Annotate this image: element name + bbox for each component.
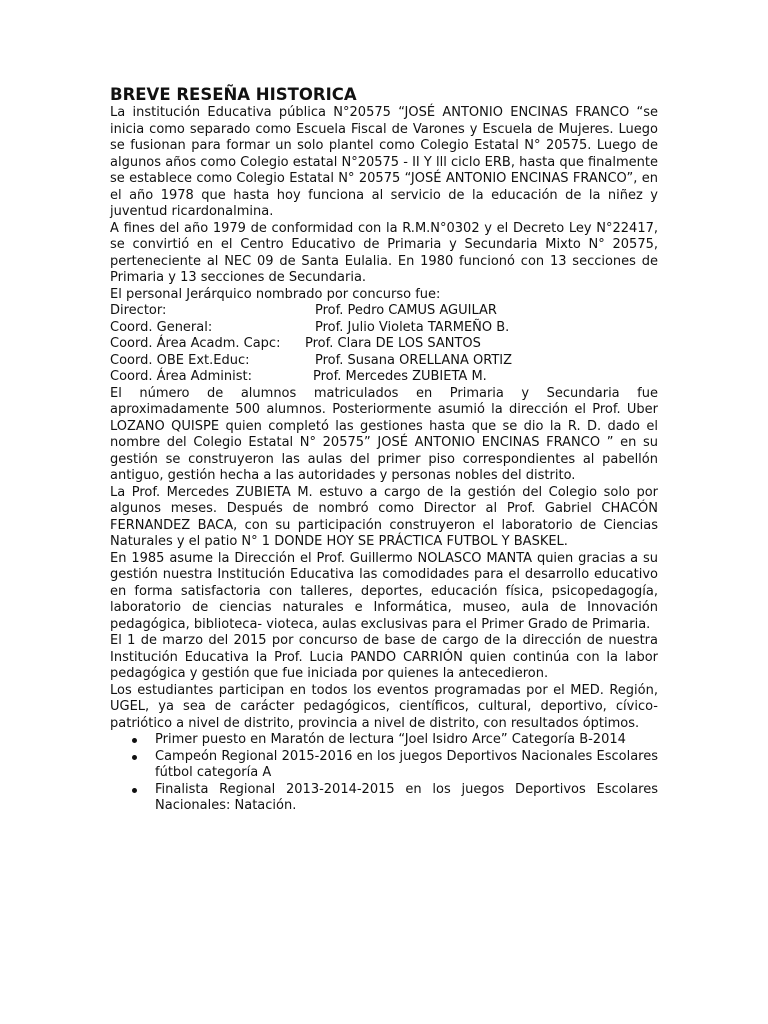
paragraph-1985: En 1985 asume la Dirección el Prof. Guillermo NOLASCO MANTA quien gracias a su gestión nuestra Institución Educativa las comodidades para el desarrollo educativo en forma satisfactoria con talleres, deportes, educación física, psicopedagogía, laboratorio de ciencias naturales e Informática, museo, aula de Innovación pedagógica, biblioteca- vioteca, aulas exclusivas para el Primer Grado de Primaria. bbox=[110, 550, 658, 632]
list-item bbox=[110, 749, 658, 782]
staff-role: Coord. Área Administ: bbox=[110, 369, 252, 384]
bullet-icon bbox=[132, 755, 137, 760]
achievement-text: Primer puesto en Maratón de lectura “Joel Isidro Arce” Categoría B-2014 bbox=[155, 732, 626, 747]
staff-intro: El personal Jerárquico nombrado por concurso fue: bbox=[110, 286, 441, 302]
staff-row bbox=[110, 369, 658, 386]
staff-row bbox=[110, 320, 658, 337]
staff-list bbox=[110, 303, 658, 386]
paragraph-enrollment: El número de alumnos matriculados en Primaria y Secundaria fue aproximadamente 500 alumnos. Posteriormente asumió la dirección el Prof. Uber LOZANO QUISPE quien completó las gestiones hasta que se dio la R. D. dado el nombre del Colegio Estatal N° 20575” JOSÉ ANTONIO ENCINAS FRANCO ” en su gestión se construyeron las aulas del primer piso correspondientes al pabellón antiguo, gestión hecha a las autoridades y personas nobles del distrito. bbox=[110, 385, 658, 483]
staff-row bbox=[110, 336, 658, 353]
bullet-icon bbox=[132, 738, 137, 743]
document-page bbox=[110, 85, 658, 815]
staff-name: Prof. Julio Violeta TARMEÑO B. bbox=[315, 319, 510, 335]
paragraph-2015: El 1 de marzo del 2015 por concurso de base de cargo de la dirección de nuestra Institución Educativa la Prof. Lucia PANDO CARRIÓN quien continúa con la labor pedagógica y gestión que fue iniciada por quienes la antecedieron. bbox=[110, 633, 658, 681]
staff-row bbox=[110, 303, 658, 320]
achievement-text: Finalista Regional 2013-2014-2015 en los juegos Deportivos Escolares Nacionales: Natación. bbox=[155, 781, 658, 813]
document-title: BREVE RESEÑA HISTORICA bbox=[110, 85, 357, 104]
list-item bbox=[110, 732, 658, 749]
paragraph-events: Los estudiantes participan en todos los eventos programadas por el MED. Región, UGEL, ya sea de carácter pedagógicos, científicos, cultural, deportivo, cívico- patriótico a nivel de distrito, provincia a nivel de distrito, con resultados óptimos. bbox=[110, 682, 658, 731]
staff-name: Prof. Clara DE LOS SANTOS bbox=[305, 336, 481, 351]
staff-role: Coord. General: bbox=[110, 319, 213, 335]
paragraph-zubieta: La Prof. Mercedes ZUBIETA M. estuvo a cargo de la gestión del Colegio solo por algunos meses. Después de nombró como Director al Prof. Gabriel CHACÓN FERNANDEZ BACA, con su participación construyeron el laboratorio de Ciencias Naturales y el patio N° 1 DONDE HOY SE PRÁCTICA FUTBOL Y BASKEL. bbox=[110, 484, 658, 549]
achievements-list bbox=[110, 732, 658, 815]
paragraph-origin: La institución Educativa pública N°20575 “JOSÉ ANTONIO ENCINAS FRANCO “se inicia como separado como Escuela Fiscal de Varones y Escuela de Mujeres. Luego se fusionan para formar un solo plantel como Colegio Estatal N° 20575. Luego de algunos años como Colegio estatal N°20575 - II Y lll ciclo ERB, hasta que finalmente se establece como Colegio Estatal N° 20575 “JOSÉ ANTONIO ENCINAS FRANCO”, en el año 1978 que hasta hoy funciona al servicio de la educación de la niñez y juventud ricardonalmina. bbox=[110, 105, 658, 219]
paragraph-1979: A fines del año 1979 de conformidad con la R.M.N°0302 y el Decreto Ley N°22417, se convirtió en el Centro Educativo de Primaria y Secundaria Mixto N° 20575, perteneciente al NEC 09 de Santa Eulalia. En 1980 funcionó con 13 secciones de Primaria y 13 secciones de Secundaria. bbox=[110, 220, 658, 285]
staff-name: Prof. Mercedes ZUBIETA M. bbox=[313, 369, 487, 384]
staff-role: Director: bbox=[110, 303, 167, 318]
staff-role: Coord. OBE Ext.Educ: bbox=[110, 352, 250, 368]
staff-name: Prof. Pedro CAMUS AGUILAR bbox=[315, 303, 497, 318]
list-item bbox=[110, 782, 658, 815]
staff-row bbox=[110, 353, 658, 370]
staff-name: Prof. Susana ORELLANA ORTIZ bbox=[315, 352, 512, 368]
achievement-text: Campeón Regional 2015-2016 en los juegos Deportivos Nacionales Escolares fútbol categoría A bbox=[155, 748, 658, 780]
bullet-icon bbox=[132, 788, 137, 793]
staff-role: Coord. Área Acadm. Capc: bbox=[110, 336, 281, 351]
